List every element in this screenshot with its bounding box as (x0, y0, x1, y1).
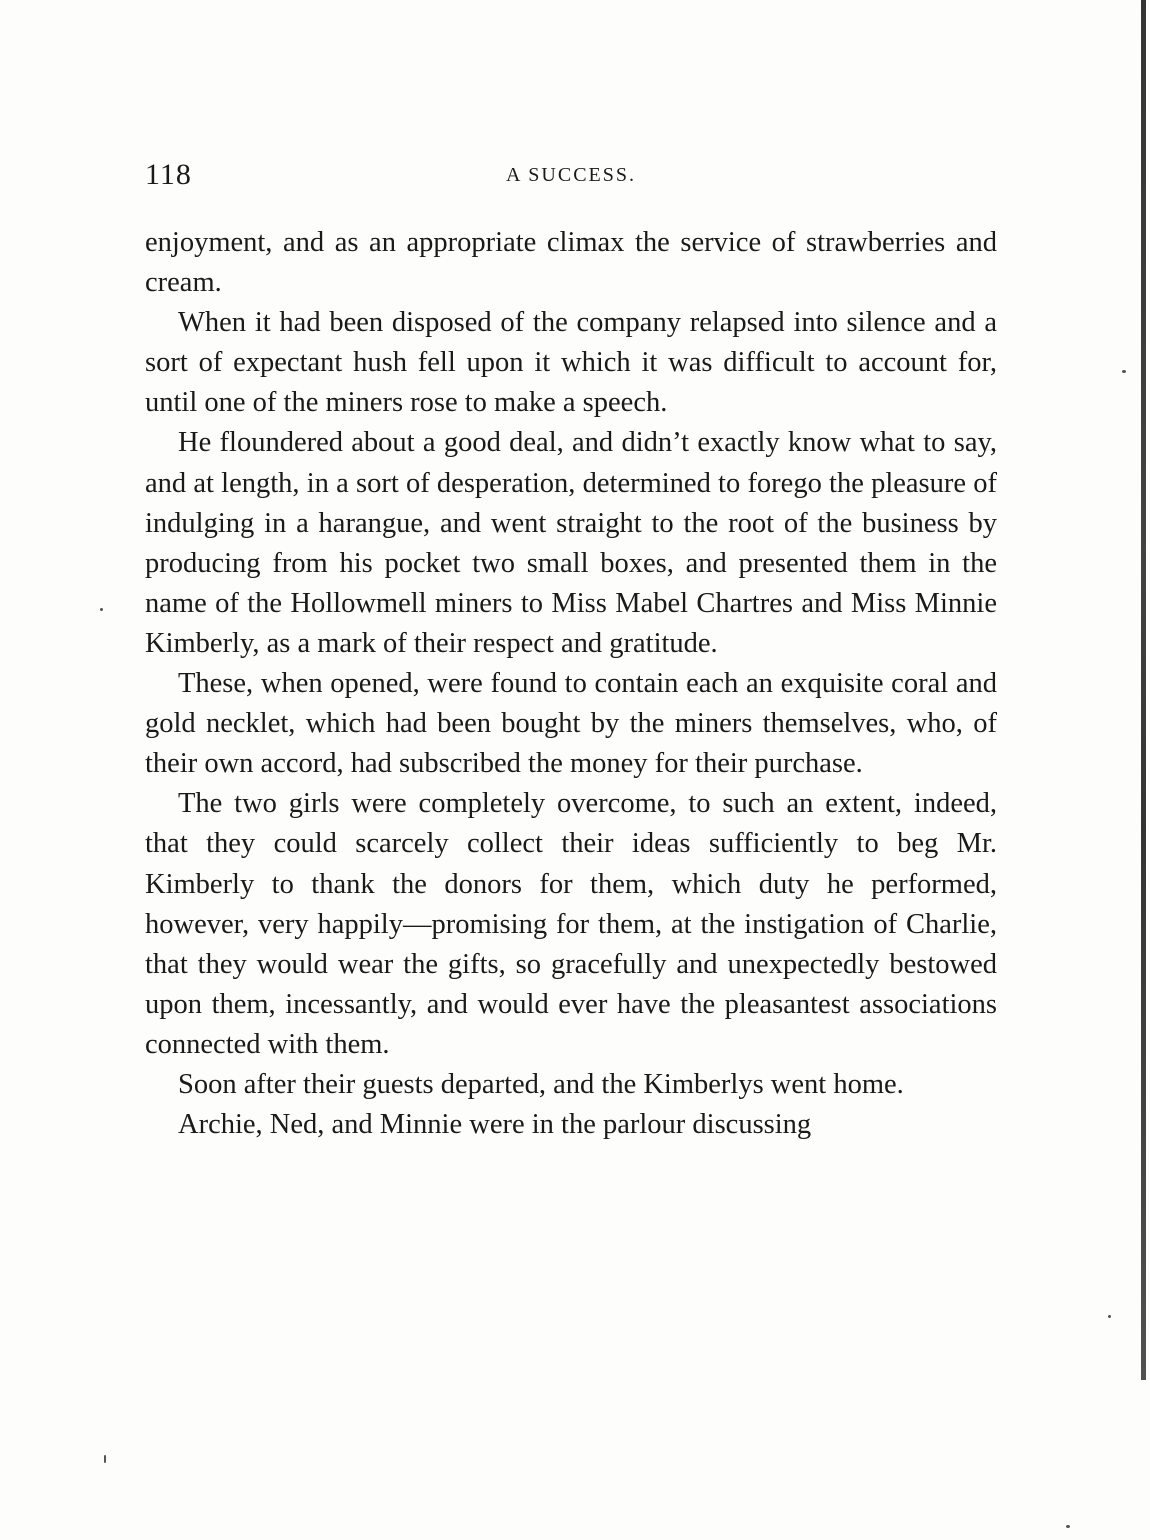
paragraph-5: The two girls were completely overcome, to such an extent, indeed, that they could scarcely collect their ideas sufficiently to beg Mr. Kimberly to thank the donors for them, which duty he performed, however, very happily—promising for them, at the instigation of Charlie, that they would wear the gifts, so gracefully and unexpectedly bestowed upon them, incessantly, and would ever have the pleasantest associations connected with them. (145, 788, 997, 1060)
paragraph-2: When it had been disposed of the company relapsed into silence and a sort of expectant hush fell upon it which it was difficult to account for, until one of the miners rose to make a speech. (145, 307, 997, 419)
paper-speck (1122, 370, 1126, 373)
body-text (145, 223, 997, 1145)
page-number: 118 (145, 158, 192, 191)
paragraph-1: enjoyment, and as an appropriate climax the service of strawberries and cream. (145, 227, 997, 299)
paragraph-6: Soon after their guests departed, and the Kimberlys went home. (178, 1068, 904, 1100)
paragraph-7: Archie, Ned, and Minnie were in the parlour discussing (178, 1109, 812, 1141)
paper-speck (100, 608, 103, 611)
page-header (145, 158, 997, 198)
binding-edge (1141, 0, 1146, 1380)
paragraph-4: These, when opened, were found to contain each an exquisite coral and gold necklet, which had been bought by the miners themselves, who, of their own accord, had subscribed the money for their purchase. (145, 668, 997, 780)
paper-speck (1108, 1315, 1111, 1318)
paper-speck (1066, 1525, 1070, 1528)
paper-speck (104, 1455, 106, 1463)
running-title: A SUCCESS. (505, 164, 637, 186)
paragraph-3: He floundered about a good deal, and didn’t exactly know what to say, and at length, in a sort of desperation, determined to forego the pleasure of indulging in a harangue, and went straight to the root of the business by producing from his pocket two small boxes, and presented them in the name of the Hollowmell miners to Miss Mabel Chartres and Miss Minnie Kimberly, as a mark of their respect and gratitude. (145, 427, 997, 659)
